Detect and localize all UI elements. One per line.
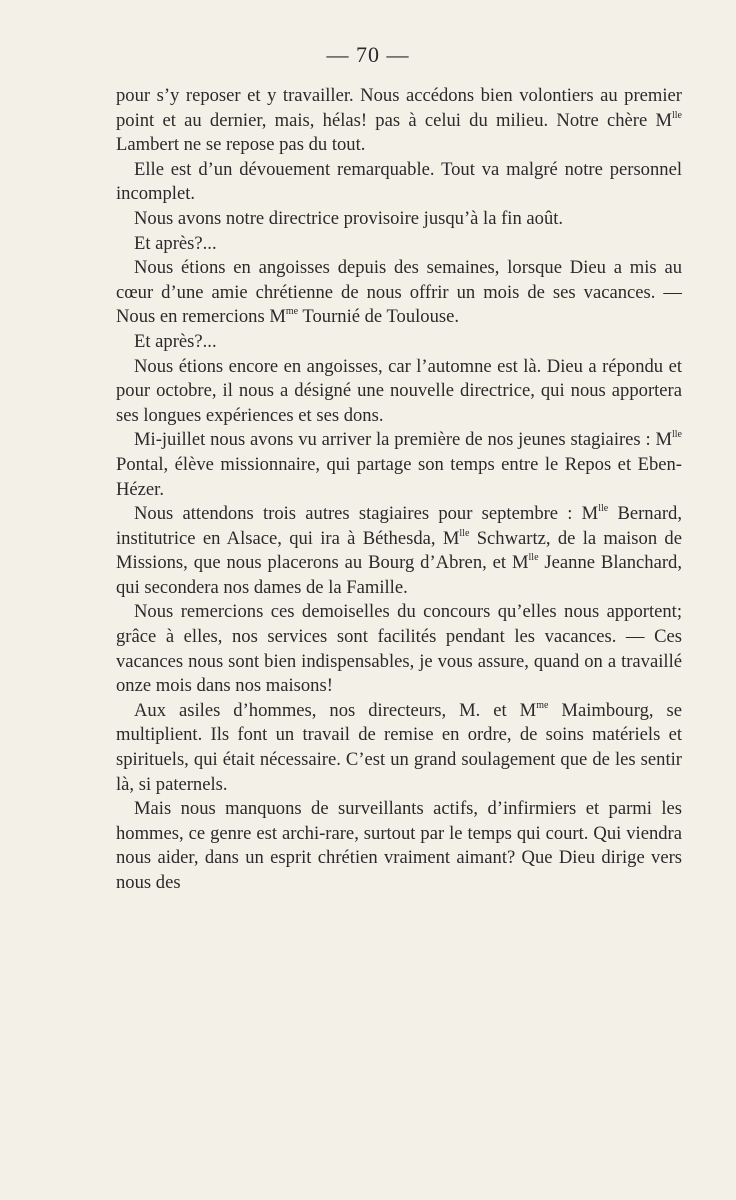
paragraph-7: Nous étions encore en angoisses, car l’automne est là. Dieu a répondu et pour octobre, il nous a désigné une nouvelle directrice, qui nous apportera ses longues expériences et ses dons. <box>116 355 682 426</box>
paragraph-1: pour s’y reposer et y travailler. Nous accédons bien volontiers au premier point et au dernier, mais, hélas! pas à celui du milieu. Notre chère $M^{lle}$ Lambert ne se repose pas du tout. <box>116 85 682 156</box>
paragraph-11: Aux asiles d’hommes, nos directeurs, M. et $M^{me}$ Maimbourg, se multiplient. Ils font un travail de remise en ordre, de soins matériels et spirituels, qui était nécessaire. C’est un grand soulagement que de les sentir là, si paternels. <box>116 699 682 795</box>
paragraph-4: Et après?... <box>134 232 217 254</box>
paragraph-6: Et après?... <box>134 330 217 352</box>
paragraph-8: Mi-juillet nous avons vu arriver la première de nos jeunes stagiaires : $M^{lle}$ Pontal, élève missionnaire, qui partage son temps entre le Repos et Eben-Hézer. <box>116 429 682 500</box>
paragraph-3: Nous avons notre directrice provisoire jusqu’à la fin août. <box>134 207 564 229</box>
paragraph-12: Mais nous manquons de surveillants actifs, d’infirmiers et parmi les hommes, ce genre est archi-rare, surtout par le temps qui court. Qui viendra nous aider, dans un esprit chrétien vraiment aimant? Que Dieu dirige vers nous des <box>116 798 682 893</box>
page-number: — 70 — <box>326 42 410 67</box>
body-text <box>116 84 682 896</box>
paragraph-2: Elle est d’un dévouement remarquable. Tout va malgré notre personnel incomplet. <box>116 158 682 205</box>
paragraph-9: Nous attendons trois autres stagiaires pour septembre : $M^{lle}$ Bernard, institutrice en Alsace, qui ira à Béthesda, $M^{lle}$ Schwartz, de la maison de Missions, que nous placerons au Bourg d’Abren, et $M^{lle}$ Jeanne Blanchard, qui secondera nos dames de la Famille. <box>116 503 682 598</box>
paragraph-10: Nous remercions ces demoiselles du concours qu’elles nous apportent; grâce à elles, nos services sont facilités pendant les vacances. — Ces vacances nous sont bien indispensables, je vous assure, quand on a travaillé onze mois dans nos maisons! <box>116 601 682 697</box>
paragraph-5: Nous étions en angoisses depuis des semaines, lorsque Dieu a mis au cœur d’une amie chrétienne de nous offrir un mois de ses vacances. — Nous en remercions $M^{me}$ Tournié de Toulouse. <box>116 257 682 328</box>
